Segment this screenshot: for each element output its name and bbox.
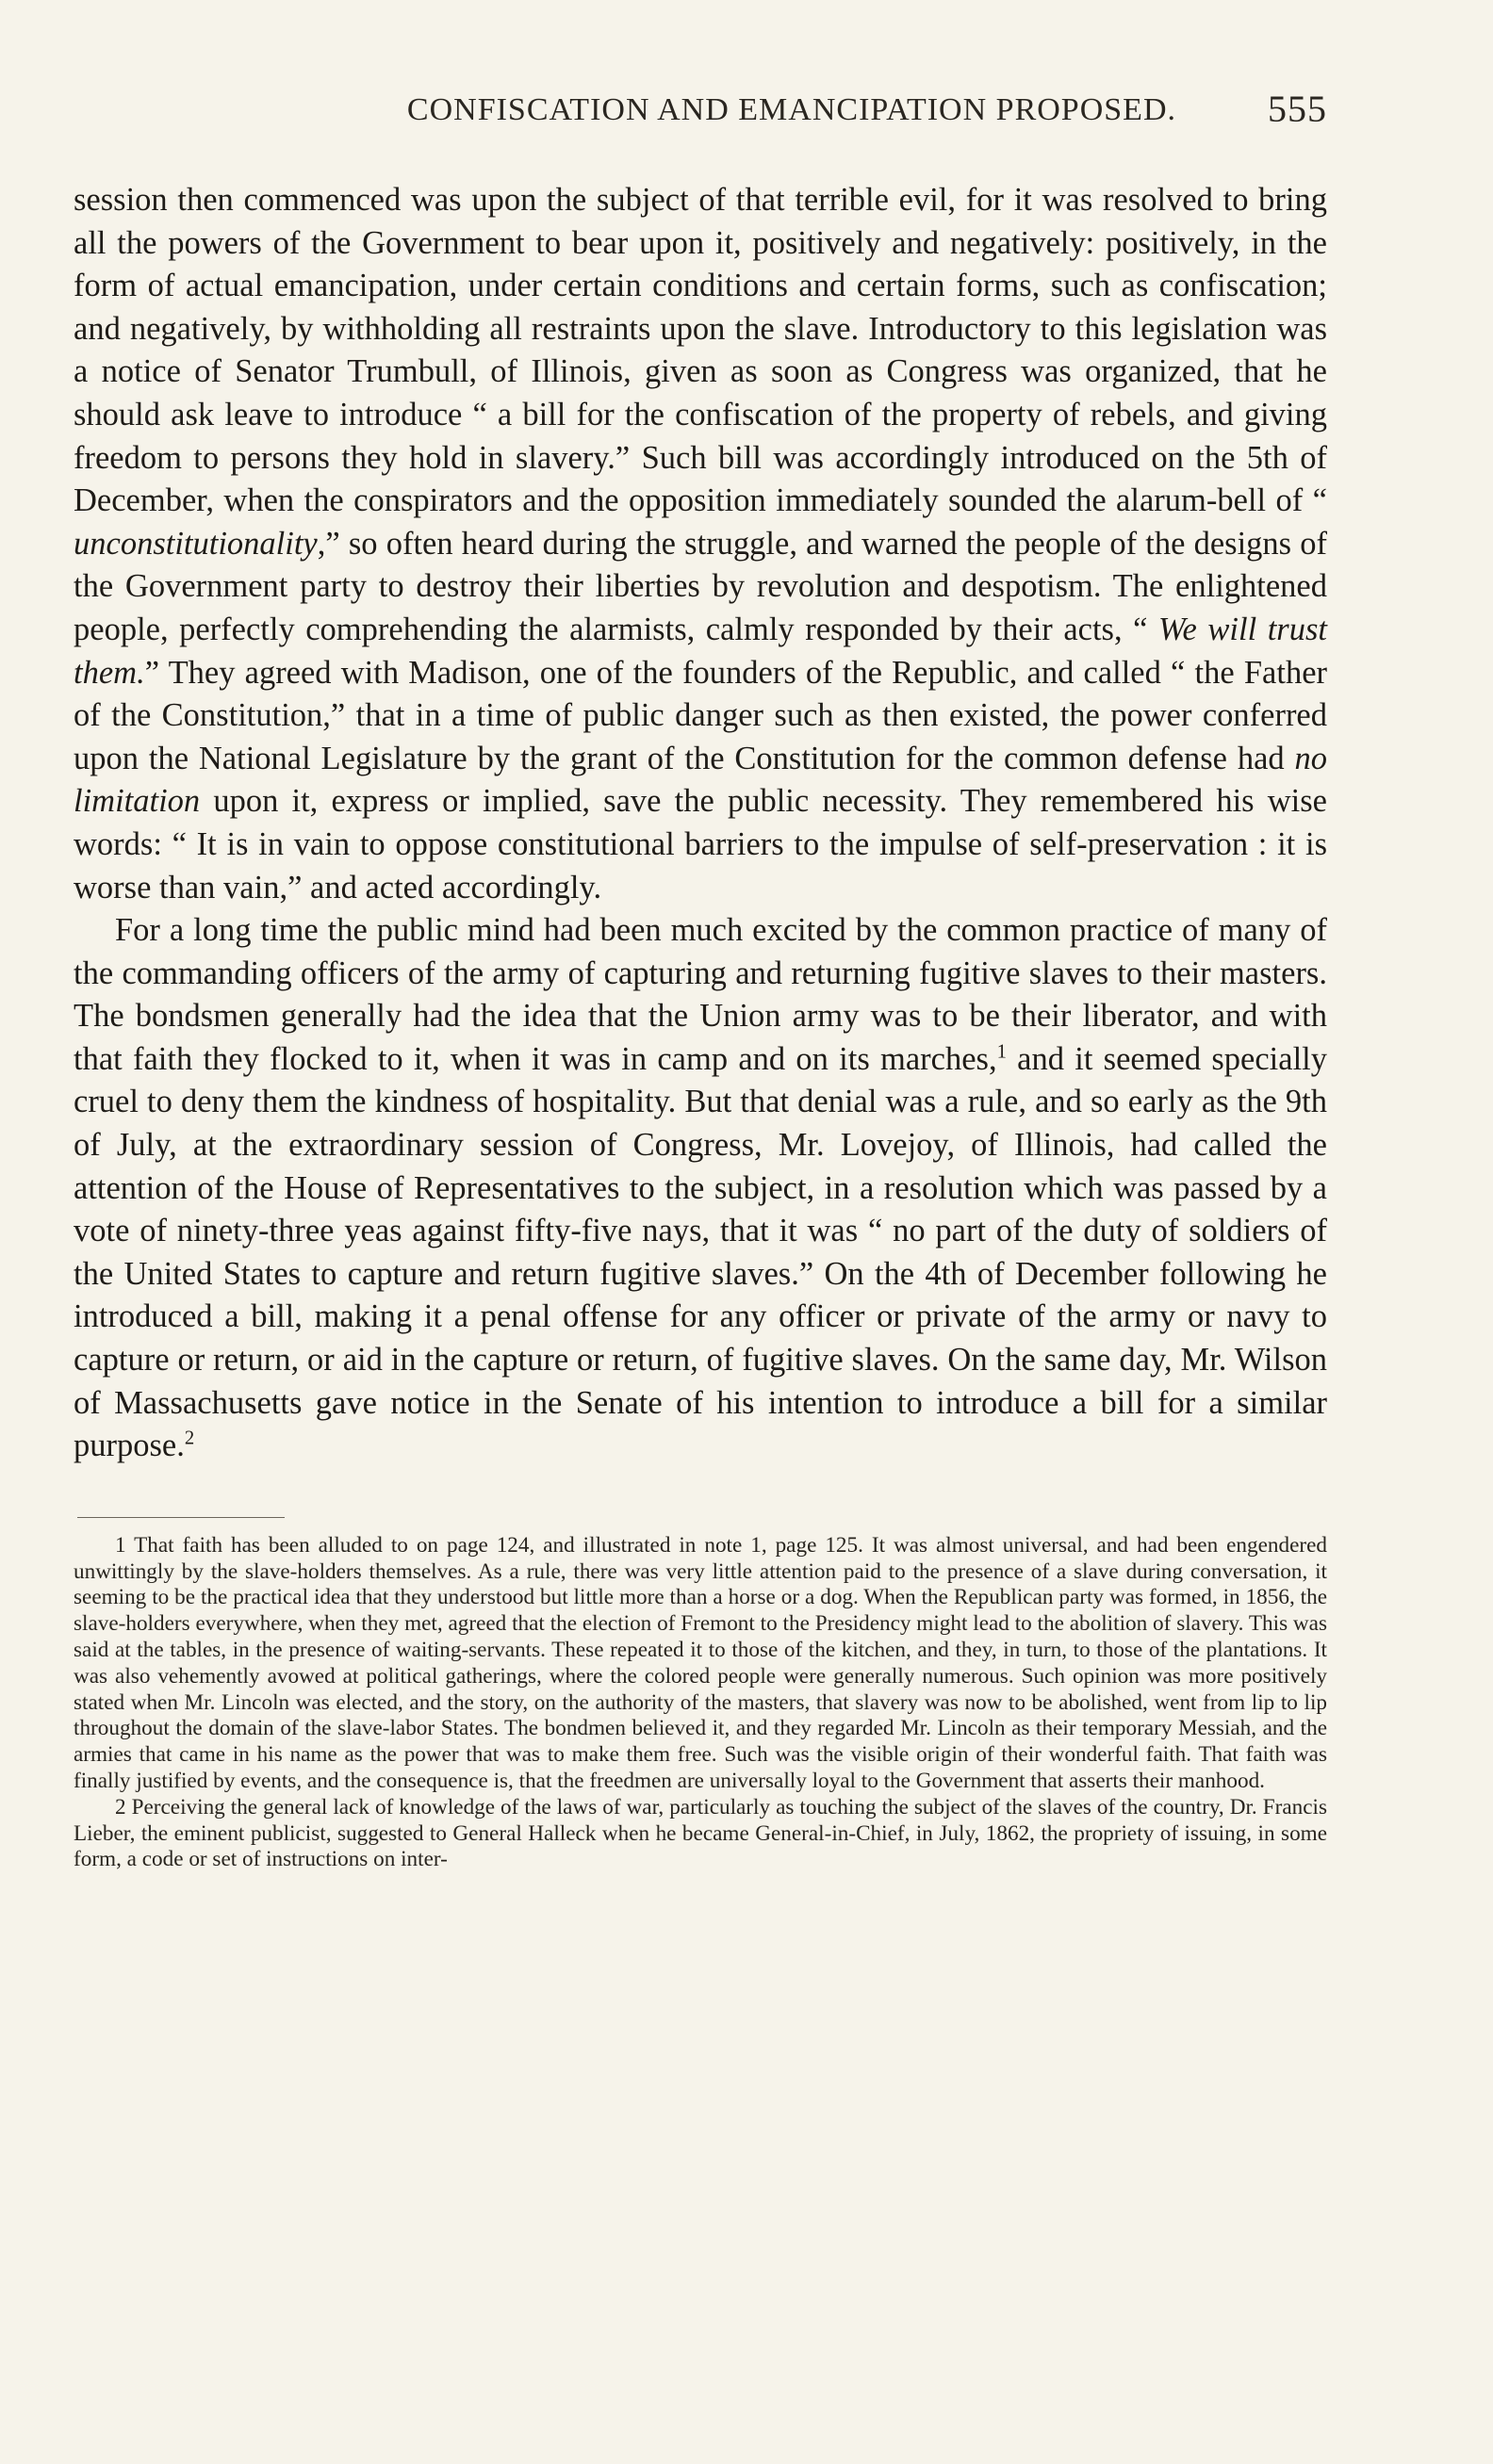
paragraph-1-text-a: session then commenced was upon the subject of that terrible evil, for it was resolved to bring all the powers of the Government to bear upon it, positively and negatively: positively, in the form of actual emancipation, under certain conditions and certain forms, such as confiscation; and negatively, by withholding all restraints upon the slave. Introductory to this legislation was a notice of Senator Trumbull, of Illinois, given as soon as Congress was organized, that he should ask leave to introduce “ a bill for the confiscation of the property of rebels, and giving freedom to persons they hold in slavery.” Such bill was accordingly introduced on the 5th of December, when the conspirators and the opposition immediately sounded the alarum-bell of “	[74, 182, 1327, 519]
footnotes	[74, 1533, 1327, 1873]
paragraph-2	[74, 909, 1327, 1468]
footnote-divider	[77, 1517, 285, 1518]
italic-we-will-trust-them: We will trust them.	[74, 611, 1327, 691]
paragraph-1-text-b: ,” so often heard during the struggle, and warned the people of the designs of the Government party to destroy their liberties by revolution and despotism. The enlightened people, perfectly comprehending the alarmists, calmly responded by their acts, “	[74, 525, 1327, 647]
footnote-1: 1 That faith has been alluded to on page 124, and illustrated in note 1, page 125. It was almost universal, and had been engendered unwittingly by the slave-holders themselves. As a rule, there was very little attention paid to the presence of a slave during conversation, it seeming to be the practical idea that they understood but little more than a horse or a dog. When the Republican party was formed, in 1856, the slave-holders everywhere, when they met, agreed that the election of Fremont to the Presidency might lead to the abolition of slavery. This was said at the tables, in the presence of waiting-servants. These repeated it to those of the kitchen, and they, in turn, to those of the plantations. It was also vehemently avowed at political gatherings, where the colored people were generally numerous. Such opinion was more positively stated when Mr. Lincoln was elected, and the story, on the authority of the masters, that slavery was now to be abolished, went from lip to lip throughout the domain of the slave-labor States. The bondmen believed it, and they regarded Mr. Lincoln as their temporary Messiah, and the armies that came in his name as the power that was to make them free. Such was the visible origin of their wonderful faith. That faith was finally justified by events, and the consequence is, that the freedmen are universally loyal to the Government that asserts their manhood.	[74, 1532, 1327, 1793]
paragraph-2-text-b: and it seemed specially cruel to deny them the kindness of hospitality. But that denial was a rule, and so early as the 9th of July, at the extraordinary session of Congress, Mr. Lovejoy, of Illinois, had called the attention of the House of Representatives to the subject, in a resolution which was passed by a vote of ninety-three yeas against fifty-five nays, that it was “ no part of the duty of soldiers of the United States to capture and return fugitive slaves.” On the 4th of December following he introduced a bill, making it a penal offense for any officer or private of the army or navy to capture or return, or aid in the capture or return, of fugitive slaves. On the same day, Mr. Wilson of Massachusetts gave notice in the Senate of his intention to introduce a bill for a similar purpose.	[74, 1040, 1327, 1464]
paragraph-1	[74, 179, 1327, 909]
running-head	[74, 85, 1327, 141]
footnote-2: 2 Perceiving the general lack of knowledge of the laws of war, particularly as touching the subject of the slaves of the country, Dr. Francis Lieber, the eminent publicist, suggested to General Halleck when he became General-in-Chief, in July, 1862, the propriety of issuing, in some form, a code or set of instructions on inter-	[74, 1794, 1327, 1872]
italic-no-limitation: no limitation	[74, 740, 1327, 820]
footnote-ref-2[interactable]: 2	[184, 1428, 195, 1449]
book-page	[74, 85, 1327, 1873]
paragraph-1-text-d: upon it, express or implied, save the public necessity. They remembered his wise words: “ It is in vain to oppose constitutional barriers to the impulse of self-preservation : it is worse than vain,” and acted accordingly.	[74, 783, 1327, 906]
footnote-ref-1[interactable]: 1	[996, 1041, 1007, 1063]
paragraph-1-text-c: ” They agreed with Madison, one of the founders of the Republic, and called “ the Father of the Constitution,” that in a time of public danger such as then existed, the power conferred upon the National Legislature by the grant of the Constitution for the common defense had	[74, 654, 1327, 776]
paragraph-2-text-a: For a long time the public mind had been much excited by the common practice of many of the commanding officers of the army of capturing and returning fugitive slaves to their masters. The bondsmen generally had the idea that the Union army was to be their liberator, and with that faith they flocked to it, when it was in camp and on its marches,	[74, 912, 1327, 1077]
running-title: CONFISCATION AND EMANCIPATION PROPOSED.	[406, 92, 1176, 127]
main-text	[74, 179, 1327, 1468]
page-number: 555	[1268, 88, 1327, 130]
italic-unconstitutionality: unconstitutionality	[74, 525, 318, 562]
